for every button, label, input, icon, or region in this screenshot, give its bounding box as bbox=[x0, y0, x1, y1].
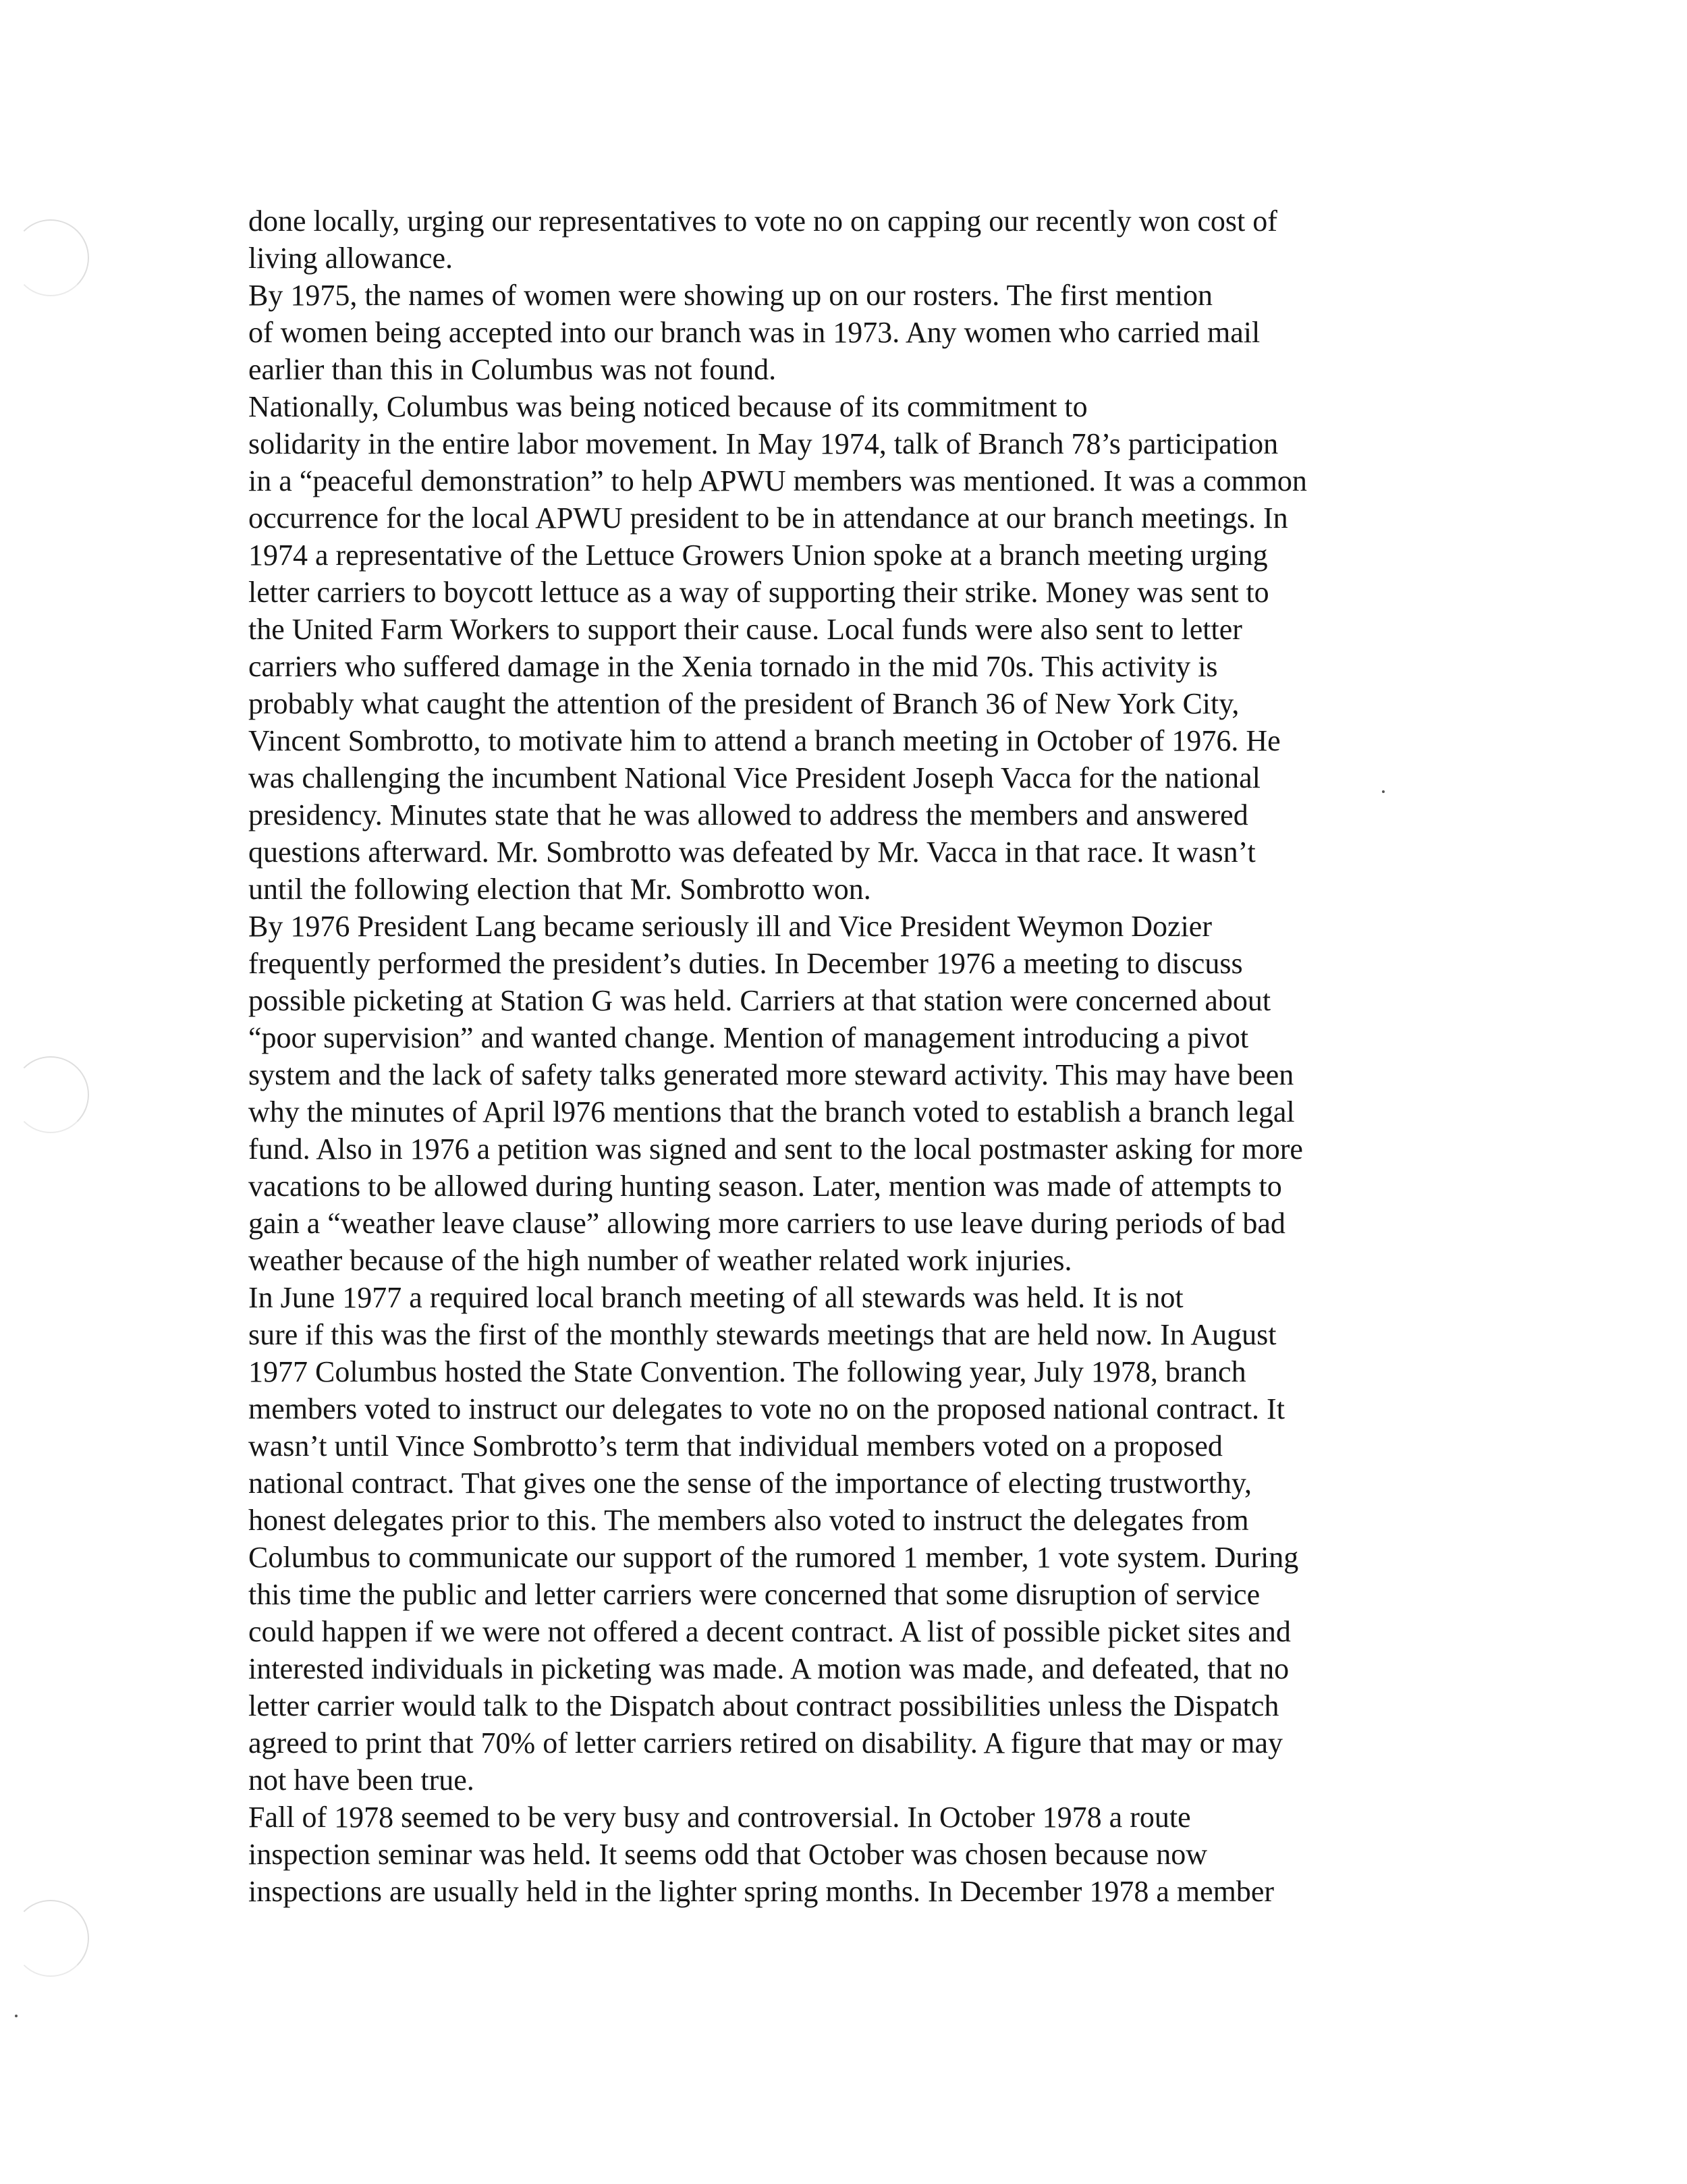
document-body bbox=[248, 202, 1463, 1910]
paragraph: In June 1977 a required local branch meeting of all stewards was held. It is not sure if this was the first of the monthly stewards meetings that are held now. In August 1977 Columbus hosted the State Convention. The following year, July 1978, branch members voted to instruct our delegates to vote no on the proposed national contract. It wasn’t until Vince Sombrotto’s term that individual members voted on a proposed national contract. That gives one the sense of the importance of electing trustworthy, honest delegates prior to this. The members also voted to instruct the delegates from Columbus to communicate our support of the rumored 1 member, 1 vote system. During this time the public and letter carriers were concerned that some disruption of service could happen if we were not offered a decent contract. A list of possible picket sites and interested individuals in picketing was made. A motion was made, and defeated, that no letter carrier would talk to the Dispatch about contract possibilities unless the Dispatch agreed to print that 70% of letter carriers retired on disability. A figure that may or may not have been true. bbox=[248, 1281, 1299, 1797]
scan-speck bbox=[15, 2015, 18, 2017]
paragraph: Fall of 1978 seemed to be very busy and controversial. In October 1978 a route inspection seminar was held. It seems odd that October was chosen because now inspections are usually held in the lighter spring months. In December 1978 a member bbox=[248, 1801, 1275, 1908]
paragraph: done locally, urging our representatives to vote no on capping our recently won cost of living allowance. bbox=[248, 204, 1277, 275]
punch-hole-mark bbox=[12, 1056, 89, 1133]
paragraph: By 1975, the names of women were showing up on our rosters. The first mention of women being accepted into our branch was in 1973. Any women who carried mail earlier than this in Columbus was not found. bbox=[248, 279, 1261, 386]
punch-hole-mark bbox=[12, 1900, 89, 1977]
punch-hole-mark bbox=[12, 219, 89, 296]
paragraph: By 1976 President Lang became seriously ill and Vice President Weymon Dozier frequently performed the president’s duties. In December 1976 a meeting to discuss possible picketing at Station G was held. Carriers at that station were concerned about “poor supervision” and wanted change. Mention of management introducing a pivot system and the lack of safety talks generated more steward activity. This may have been why the minutes of April l976 mentions that the branch voted to establish a branch legal fund. Also in 1976 a petition was signed and sent to the local postmaster asking for more vacations to be allowed during hunting season. Later, mention was made of attempts to gain a “weather leave clause” allowing more carriers to use leave during periods of bad weather because of the high number of weather related work injuries. bbox=[248, 910, 1303, 1277]
paragraph: Nationally, Columbus was being noticed because of its commitment to solidarity in the entire labor movement. In May 1974, talk of Branch 78’s participation in a “peaceful demonstration” to help APWU members was mentioned. It was a common occurrence for the local APWU president to be in attendance at our branch meetings. In 1974 a representative of the Lettuce Growers Union spoke at a branch meeting urging letter carriers to boycott lettuce as a way of supporting their strike. Money was sent to the United Farm Workers to support their cause. Local funds were also sent to letter carriers who suffered damage in the Xenia tornado in the mid 70s. This activity is probably what caught the attention of the president of Branch 36 of New York City, Vincent Sombrotto, to motivate him to attend a branch meeting in October of 1976. He was challenging the incumbent National Vice President Joseph Vacca for the national presidency. Minutes state that he was allowed to address the members and answered questions afterward. Mr. Sombrotto was defeated by Mr. Vacca in that race. It wasn’t until the following election that Mr. Sombrotto won. bbox=[248, 390, 1307, 906]
